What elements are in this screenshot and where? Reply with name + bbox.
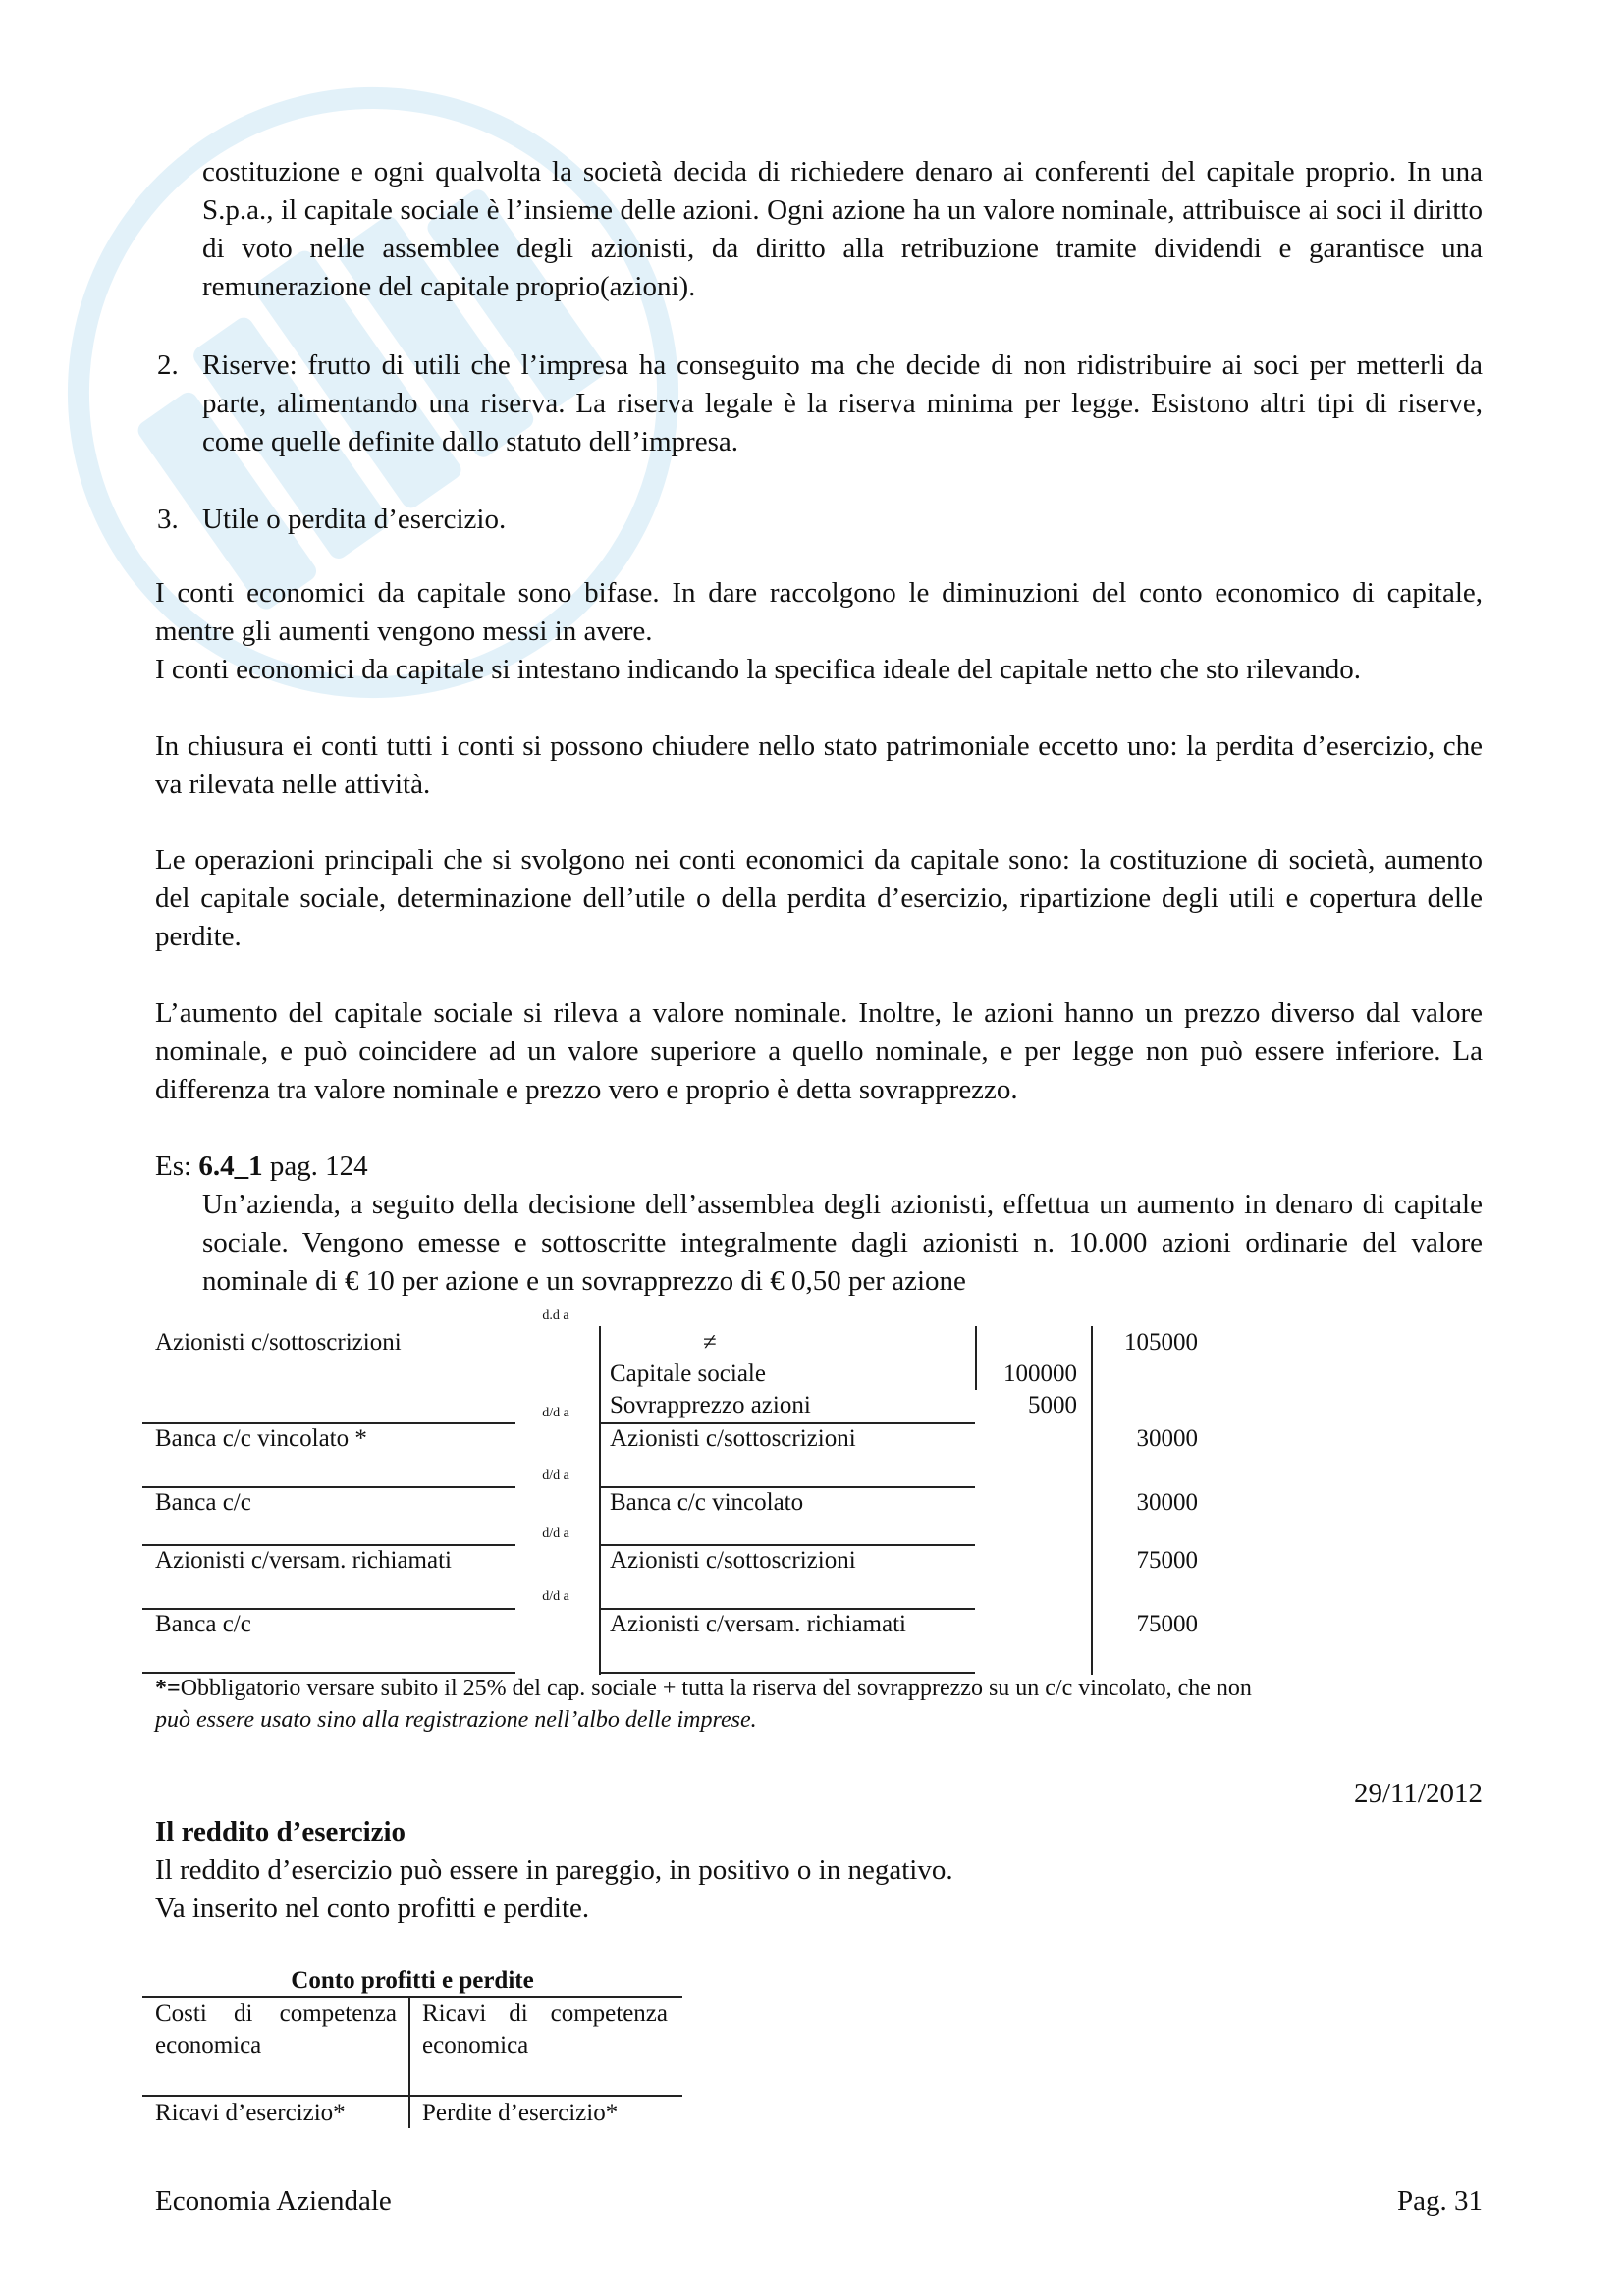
journal-sep: d/d a: [542, 1406, 569, 1420]
journal-credit: ≠: [703, 1329, 717, 1356]
journal-credit: Sovrapprezzo azioni: [610, 1392, 811, 1418]
footnote-line1: Obbligatorio versare subito il 25% del cap. sociale + tutta la riserva del sovrapprezzo su un c/c vincolato, che non: [180, 1676, 1252, 1701]
journal-credit: Azionisti c/versam. richiamati: [610, 1611, 906, 1637]
journal-debit: Azionisti c/versam. richiamati: [155, 1547, 452, 1574]
pl-title: Conto profitti e perdite: [291, 1967, 534, 1994]
journal-debit: Banca c/c: [155, 1489, 251, 1516]
journal-sep: d/d a: [542, 1526, 569, 1541]
section-title: Il reddito d’esercizio: [155, 1816, 406, 1847]
journal-sep: d.d a: [542, 1308, 569, 1323]
footnote-line2: può essere usato sino alla registrazione nell’albo delle imprese.: [155, 1707, 757, 1733]
journal-total: 30000: [1136, 1489, 1198, 1516]
footer-page-number: Pag. 31: [1397, 2185, 1483, 2216]
paragraph-intestazione: I conti economici da capitale si intestano indicando la specifica ideale del capitale netto che sto rilevando.: [155, 654, 1361, 685]
journal-total: 75000: [1136, 1547, 1198, 1574]
list-item-number: 2.: [157, 349, 179, 381]
journal-sep: d/d a: [542, 1589, 569, 1604]
footnote-obbligatorio: [155, 1673, 1483, 1704]
journal-sep: d/d a: [542, 1468, 569, 1483]
journal-credit: Azionisti c/sottoscrizioni: [610, 1425, 856, 1452]
list-item-utile: Utile o perdita d’esercizio.: [202, 504, 507, 535]
list-item-riserve: Riserve: frutto di utili che l’impresa ha conseguito ma che decide di non ridistribuire ai soci per metterli da parte, alimentando una riserva. La riserva legale è la riserva minima per legge. Esistono altri tipi di riserve, come quelle definite dallo statuto dell’impresa.: [202, 349, 1483, 457]
journal-total: 75000: [1136, 1611, 1198, 1637]
date-stamp: 29/11/2012: [1353, 1778, 1483, 1809]
example-heading: [155, 1148, 1483, 1186]
paragraph-chiusura: In chiusura ei conti tutti i conti si possono chiudere nello stato patrimoniale eccetto uno: la perdita d’esercizio, che va rilevata nelle attività.: [155, 730, 1483, 800]
intro-paragraph: costituzione e ogni qualvolta la società decida di richiedere denaro ai conferenti del capitale proprio. In una S.p.a., il capitale sociale è l’insieme delle azioni. Ogni azione ha un valore nominale, attribuisce ai soci il diritto di voto nelle assemblee degli azionisti, da diritto alla retribuzione tramite dividendi e garantisce una remunerazione del capitale proprio(azioni).: [202, 156, 1483, 302]
pl-ricavi: Ricavi di competenza economica: [422, 2001, 668, 2058]
example-page: pag. 124: [262, 1150, 368, 1182]
journal-debit: Banca c/c: [155, 1611, 251, 1637]
journal-debit: Banca c/c vincolato *: [155, 1425, 367, 1452]
journal-credit: Banca c/c vincolato: [610, 1489, 804, 1516]
journal-total: 105000: [1124, 1329, 1198, 1356]
journal-credit: Capitale sociale: [610, 1361, 766, 1387]
list-item-number: 3.: [157, 504, 179, 535]
footnote-star: *=: [155, 1676, 181, 1701]
example-text: Un’azienda, a seguito della decisione dell’assemblea degli azionisti, effettua un aumento in denaro di capitale sociale. Vengono emesse e sottoscritte integralmente dagli azionisti n. 10.000 azioni ordinarie del valore nominale di € 10 per azione e un sovrapprezzo di € 0,50 per azione: [202, 1189, 1483, 1297]
journal-partial: 100000: [1003, 1361, 1077, 1387]
example-ref: 6.4_1: [198, 1150, 263, 1182]
paragraph-operazioni: Le operazioni principali che si svolgono nei conti economici da capitale sono: la costituzione di società, aumento del capitale sociale, determinazione dell’utile o della perdita d’esercizio, ripartizione degli utili e copertura delle perdite.: [155, 844, 1483, 952]
pl-costi: Costi di competenza economica: [155, 2001, 397, 2058]
journal-debit: Azionisti c/sottoscrizioni: [155, 1329, 402, 1356]
section-line2: Va inserito nel conto profitti e perdite.: [155, 1893, 590, 1924]
journal-credit: Azionisti c/sottoscrizioni: [610, 1547, 856, 1574]
example-prefix: Es:: [155, 1150, 199, 1182]
journal-total: 30000: [1136, 1425, 1198, 1452]
section-line1: Il reddito d’esercizio può essere in pareggio, in positivo o in negativo.: [155, 1854, 953, 1886]
pl-ricavi-esercizio: Ricavi d’esercizio*: [155, 2100, 346, 2126]
pl-perdite-esercizio: Perdite d’esercizio*: [422, 2100, 619, 2126]
footer-left: Economia Aziendale: [155, 2185, 392, 2216]
paragraph-aumento: L’aumento del capitale sociale si rileva a valore nominale. Inoltre, le azioni hanno un prezzo diverso dal valore nominale, e può coincidere ad un valore superiore a quello nominale, e per legge non può essere inferiore. La differenza tra valore nominale e prezzo vero e proprio è detta sovrapprezzo.: [155, 997, 1483, 1105]
journal-partial: 5000: [1028, 1392, 1077, 1418]
paragraph-bifase: I conti economici da capitale sono bifase. In dare raccolgono le diminuzioni del conto economico di capitale, mentre gli aumenti vengono messi in avere.: [155, 577, 1483, 647]
